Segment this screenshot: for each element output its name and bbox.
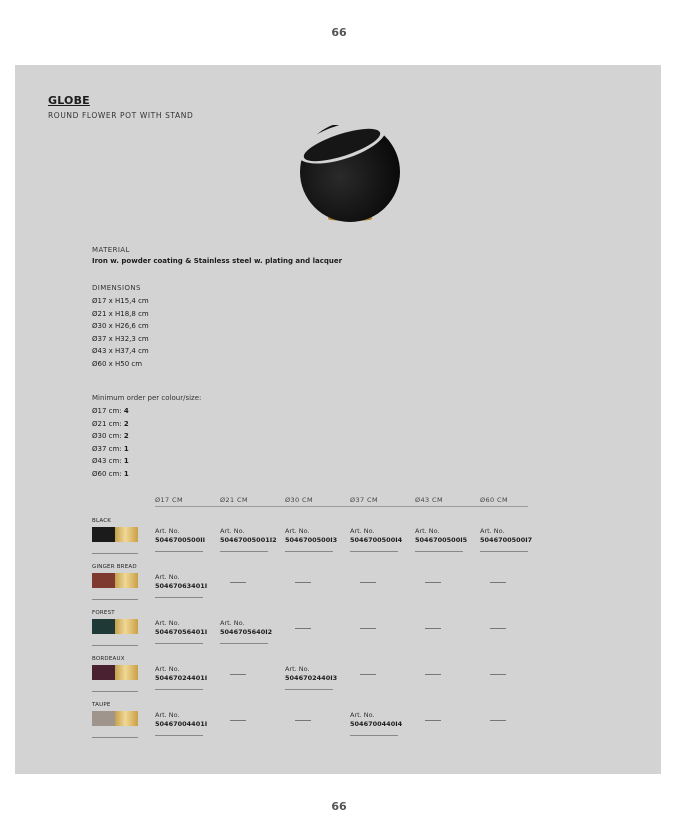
art-no-value: 5046700500II: [155, 536, 206, 544]
cell-divider: [155, 597, 203, 598]
not-available-dash: [425, 628, 441, 629]
cell-divider: [155, 551, 203, 552]
article-cell: [155, 573, 208, 598]
min-order-qty: 1: [123, 444, 129, 453]
color-swatch: [92, 665, 138, 680]
color-name: BORDEAUX: [92, 656, 125, 662]
catalog-panel: [15, 65, 661, 774]
art-no-value: 5046700440I4: [350, 720, 403, 728]
art-no-value: 50467063401I: [155, 582, 208, 590]
min-order-item: [92, 430, 201, 443]
not-available-dash: [490, 674, 506, 675]
art-no-label: Art. No.: [155, 573, 180, 581]
page-number-bottom: 66: [331, 800, 347, 813]
min-order-qty: 1: [123, 457, 129, 465]
material-value: Iron w. powder coating & Stainless steel w. plating and lacquer: [92, 257, 343, 265]
art-no-value: 50467005001I2: [220, 536, 277, 544]
not-available-dash: [360, 582, 376, 583]
art-no-value: 5046705640I2: [220, 628, 273, 636]
dimension-item: Ø43 x H37,4 cm: [92, 347, 149, 355]
article-cell: [155, 711, 208, 736]
not-available-dash: [490, 582, 506, 583]
art-no-label: Art. No.: [220, 527, 245, 535]
not-available-dash: [230, 720, 246, 721]
swatch-finish-color: [92, 665, 115, 680]
article-cell: [480, 527, 533, 552]
not-available-dash: [490, 628, 506, 629]
column-header: Ø43 CM: [415, 496, 444, 504]
swatch-finish-color: [92, 527, 115, 542]
art-no-label: Art. No.: [480, 527, 505, 535]
cell-divider: [285, 689, 333, 690]
material-section: [92, 246, 342, 265]
not-available-dash: [230, 674, 246, 675]
dimension-item: Ø21 x H18,8 cm: [92, 309, 149, 318]
min-order-size: Ø60 cm:: [92, 469, 122, 478]
color-name: BLACK: [92, 518, 112, 524]
swatch-brass-stand: [115, 711, 138, 726]
art-no-value: 5046702440I3: [285, 674, 338, 682]
cell-divider: [220, 643, 268, 644]
article-cell: [285, 527, 338, 552]
art-no-label: Art. No.: [350, 711, 375, 719]
not-available-dash: [425, 720, 441, 721]
color-swatch: [92, 711, 138, 726]
art-no-value: 5046700500I5: [415, 536, 468, 544]
swatch-brass-stand: [115, 665, 138, 680]
min-order-qty: 4: [123, 407, 129, 415]
row-divider: [92, 553, 138, 554]
cell-divider: [350, 735, 398, 736]
color-swatch: [92, 573, 138, 588]
min-order-size: Ø30 cm:: [92, 432, 122, 440]
color-name: FOREST: [92, 610, 115, 616]
not-available-dash: [230, 582, 246, 583]
min-order-item: [92, 455, 201, 468]
art-no-value: 50467024401I: [155, 674, 208, 682]
row-divider: [92, 599, 138, 600]
color-swatch: [92, 527, 138, 542]
article-cell: [155, 665, 208, 690]
swatch-finish-color: [92, 573, 115, 588]
column-header: Ø21 CM: [220, 496, 249, 504]
swatch-brass-stand: [115, 527, 138, 542]
min-order-item: [92, 405, 201, 418]
not-available-dash: [360, 674, 376, 675]
article-cell: [285, 665, 338, 690]
page-number-top: 66: [331, 26, 347, 39]
min-order-size: Ø17 cm:: [92, 407, 122, 415]
not-available-dash: [360, 628, 376, 629]
art-no-value: 5046700500I4: [350, 536, 403, 544]
column-header: Ø30 CM: [285, 496, 314, 504]
not-available-dash: [295, 628, 311, 629]
dimensions-label: DIMENSIONS: [92, 284, 141, 292]
article-cell: [155, 619, 208, 644]
article-cell: [350, 527, 403, 552]
article-cell: [350, 711, 403, 736]
swatch-finish-color: [92, 619, 115, 634]
dimensions-section: [92, 284, 149, 370]
min-order-qty: 1: [123, 469, 129, 478]
header-divider: [155, 506, 528, 507]
dimension-item: Ø17 x H15,4 cm: [92, 297, 149, 305]
dimension-item: Ø37 x H32,3 cm: [92, 334, 149, 343]
swatch-brass-stand: [115, 619, 138, 634]
not-available-dash: [425, 582, 441, 583]
article-cell: [155, 527, 206, 552]
dimensions-list: [92, 295, 149, 370]
art-no-label: Art. No.: [220, 619, 245, 627]
article-cell: [220, 619, 273, 644]
min-order-item: [92, 418, 201, 431]
color-name: TAUPE: [92, 702, 111, 708]
product-subtitle: ROUND FLOWER POT WITH STAND: [48, 111, 194, 120]
article-cell: [415, 527, 468, 552]
art-no-label: Art. No.: [415, 527, 440, 535]
art-no-label: Art. No.: [155, 711, 180, 719]
product-title: GLOBE: [48, 94, 90, 107]
article-cell: [220, 527, 277, 552]
row-divider: [92, 645, 138, 646]
art-no-label: Art. No.: [285, 527, 310, 535]
not-available-dash: [295, 720, 311, 721]
not-available-dash: [295, 582, 311, 583]
globe-flower-pot-image: [295, 125, 405, 235]
row-divider: [92, 691, 138, 692]
dimension-item: Ø60 x H50 cm: [92, 359, 143, 368]
art-no-label: Art. No.: [350, 527, 375, 535]
material-label: MATERIAL: [92, 246, 130, 254]
art-no-value: 50467056401I: [155, 628, 208, 636]
cell-divider: [155, 689, 203, 690]
color-swatch: [92, 619, 138, 634]
cell-divider: [155, 735, 203, 736]
art-no-label: Art. No.: [155, 619, 180, 627]
min-order-size: Ø21 cm:: [92, 419, 122, 428]
art-no-value: 5046700500I7: [480, 536, 533, 544]
not-available-dash: [425, 674, 441, 675]
column-header: Ø17 CM: [155, 496, 184, 504]
art-no-label: Art. No.: [285, 665, 310, 673]
art-no-label: Art. No.: [155, 665, 180, 673]
min-order-item: [92, 443, 201, 456]
min-order-qty: 2: [123, 432, 129, 440]
art-no-label: Art. No.: [155, 527, 180, 535]
min-order-size: Ø43 cm:: [92, 457, 122, 465]
min-order-qty: 2: [123, 419, 129, 428]
column-header: Ø60 CM: [480, 496, 509, 504]
cell-divider: [350, 551, 398, 552]
swatch-brass-stand: [115, 573, 138, 588]
min-order-section: [92, 394, 201, 480]
art-no-value: 5046700500I3: [285, 536, 338, 544]
column-header: Ø37 CM: [350, 496, 379, 504]
not-available-dash: [490, 720, 506, 721]
art-no-value: 50467004401I: [155, 720, 208, 728]
dimension-item: Ø30 x H26,6 cm: [92, 322, 149, 330]
swatch-finish-color: [92, 711, 115, 726]
color-name: GINGER BREAD: [92, 564, 137, 570]
min-order-item: [92, 468, 201, 481]
cell-divider: [480, 551, 528, 552]
cell-divider: [155, 643, 203, 644]
cell-divider: [415, 551, 463, 552]
cell-divider: [220, 551, 268, 552]
min-order-list: [92, 405, 201, 480]
row-divider: [92, 737, 138, 738]
cell-divider: [285, 551, 333, 552]
min-order-label: Minimum order per colour/size:: [92, 394, 202, 402]
min-order-size: Ø37 cm:: [92, 444, 122, 453]
